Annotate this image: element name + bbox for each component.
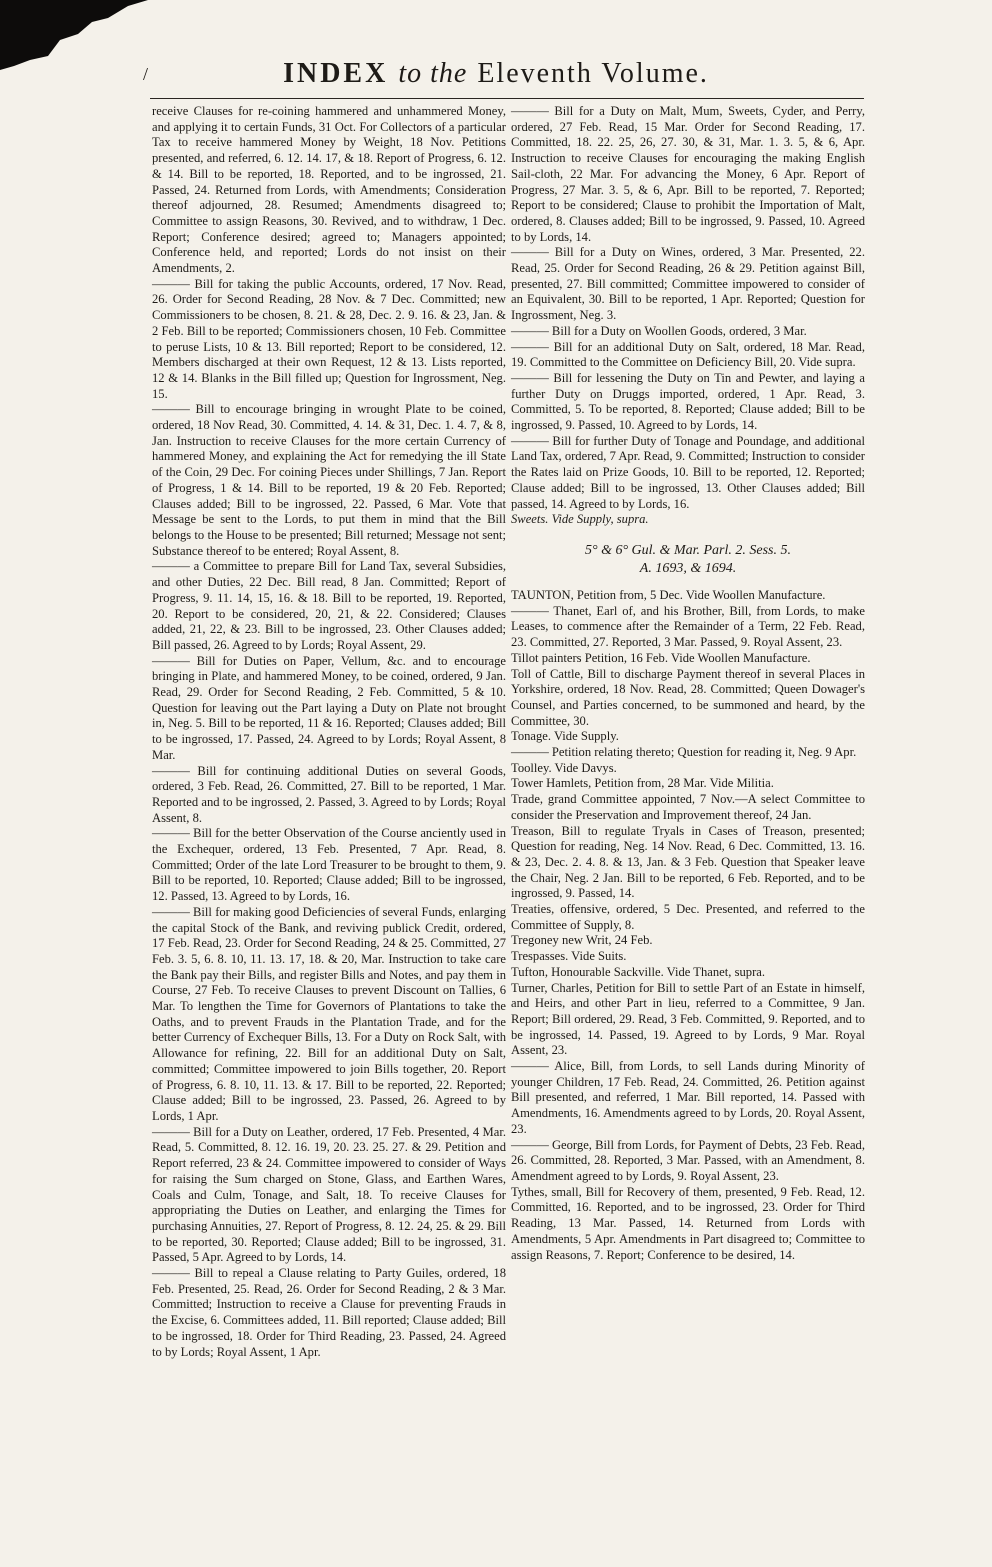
index-entry: ——— Bill for further Duty of Tonage and Poundage, and additional Land Tax, ordered, 7 Apr. Read, 9. Committed; Instruction to consider the Rates laid on Prize Goods, 10. Bill to be reported, 12. Reported; Clause added; Bill to be ingrossed, 13. Other Clauses added; Bill passed, 14. Agreed to by Lords, 16. (511, 433, 865, 511)
index-entry: Tonage. Vide Supply. (511, 729, 619, 744)
index-entry: ——— a Committee to prepare Bill for Land Tax, several Subsidies, and other Duties, 22 Dec. Bill read, 8 Jan. Committed; Report of Progress, 9. 11. 14, 15, 16. & 18. Bill to be reported, 19. Reported, 20. Report to be considered, 20, 21, & 22. Considered; Clauses added, 21, 22, & 23. Bill to be ingrossed, 23. Other Clauses added; Bill passed, 26. Agreed to by Lords; Royal Assent, 29. (152, 559, 506, 652)
index-entry: ——— Bill for a Duty on Malt, Mum, Sweets, Cyder, and Perry, ordered, 27 Feb. Read, 15 Mar. Order for Second Reading, 17. Committed, 18. 22. 25, 26, 27. 30, & 31, Mar. 1. 3. 5, & 6, Apr. Instruction to receive Clauses for encouraging the making English Sail-cloth, 22 Mar. For advancing the Money, 6 Apr. Report of Progress, 27 Mar. 3. 5, & 6, Apr. Bill to be reported, 7. Reported; Report to be considered; Clause to prohibit the Importation of Malt, ordered, 8. Clauses added; Bill to be ingrossed, 9. Passed, 10. Agreed to by Lords, 14. (511, 104, 865, 244)
index-entry: Tregoney new Writ, 24 Feb. (511, 933, 653, 948)
index-entry: ——— Bill for making good Deficiencies of several Funds, enlarging the capital Stock of the Bank, and reviving publick Credit, ordered, 17 Feb. Read, 23. Order for Second Reading, 24 & 25. Committed, 27 Feb. 3. 5, 6. 8. 10, 11. 13. 17, 18. & 20, Mar. Instruction to take care the Bank pay their Bills, and register Bills and Notes, and pay them in Course, 27 Feb. To receive Clauses to prevent Discount on Tallies, 6 Mar. To lengthen the Time for Governors of Plantations to take the Oaths, and to prevent Frauds in the Plantation Trade, and for the better Currency of Exchequer Bills, 13. For a Duty on Rock Salt, with Allowance for refining, 22. Bill for an additional Duty on Salt, committed; Committee impowered to join Bills together, 20. Report of Progress, 6. 8. 10, 11. 13. & 17. Bill to be reported, 22. Reported; Clause added; Bill to be ingrossed, 23. Passed, 26. Agreed to by Lords, 1 Apr. (152, 904, 506, 1123)
index-entry: ——— Alice, Bill, from Lords, to sell Lands during Minority of younger Children, 17 Feb. Read, 24. Committed, 26. Petition against Bill presented, and referred, 1 Mar. Bill reported, 14. Passed with Amendments, 16. Amendments agreed to by Lords, 20. Royal Assent, 23. (511, 1059, 865, 1136)
index-entry: Trespasses. Vide Suits. (511, 949, 627, 964)
session-line: 5° & 6° Gul. & Mar. Parl. 2. Sess. 5. (584, 542, 792, 558)
index-entry: Toolley. Vide Davys. (511, 760, 617, 775)
index-entry: Toll of Cattle, Bill to discharge Payment thereof in several Places in Yorkshire, ordered, 18 Nov. Read, 28. Committed; Queen Dowager's Counsel, and Parties concerned, to be summoned and heard, by the Committee, 30. (511, 666, 865, 728)
title-index: INDEX (283, 58, 389, 89)
index-entry: ——— Bill for lessening the Duty on Tin and Pewter, and laying a further Duty on Druggs imported, ordered, 1 Apr. Read, 3. Committed, 5. To be reported, 8. Reported; Clause added; Bill to be ingrossed, 9. Passed, 10. Agreed to by Lords, 14. (511, 370, 865, 433)
index-entry: ——— Thanet, Earl of, and his Brother, Bill, from Lords, to make Leases, to commence after the Remainder of a Term, 22 Feb. Read, 23. Committed, 27. Reported, 3 Mar. Passed, 9. Royal Assent, 23. (511, 603, 865, 650)
index-entry: ——— Bill to encourage bringing in wrought Plate to be coined, ordered, 18 Nov Read, 30. Committed, 4. 14. & 31, Dec. 1. 4. 7, & 8, Jan. Instruction to receive Clauses for the more certain Currency of hammered Money, and explaining the Act for remedying the ill State of the Coin, 29 Dec. For coining Pieces under Shillings, 7 Jan. Report of Progress, 1 & 14. Bill to be reported, 19 & 20 Feb. Reported; Clauses added; Bill to be ingrossed, 22. Passed, 6 Mar. Vote that Message be sent to the Lords, to put them in mind that the Bill belongs to the House to be presented; Bill returned; Message not sent; Substance thereof to be entered; Royal Assent, 8. (152, 402, 506, 558)
index-entry: Tillot painters Petition, 16 Feb. Vide Woollen Manufacture. (511, 650, 811, 665)
index-entry: TAUNTON, Petition from, 5 Dec. Vide Woollen Manufacture. (511, 587, 826, 602)
page-mark: / (143, 64, 149, 84)
index-entry: Tythes, small, Bill for Recovery of them, presented, 9 Feb. Read, 12. Committed, 16. Reported, and to be ingrossed, 23. Order for Third Reading, 13 Mar. Passed, 14. Returned from Lords with Amendments, 5 Apr. Amendments in Part disagreed to; Committee to assign Reasons, 7. Report; Conference to be desired, 14. (511, 1184, 865, 1262)
index-entry: ——— Bill for the better Observation of the Course anciently used in the Exchequer, ordered, 13 Feb. Presented, 7 Apr. Read, 8. Committed; Order of the late Lord Treasurer to be brought to them, 9. Bill to be reported, 10. Reported; Clause added; Bill to be ingrossed, 12. Passed, 13. Agreed to by Lords, 16. (152, 826, 506, 904)
index-entry: Turner, Charles, Petition for Bill to settle Part of an Estate in himself, and Heirs, and other Part in lieu, referred to a Committee, 9 Jan. Report; Bill ordered, 29. Read, 3 Feb. Committed, 9. Reported, and to be ingrossed, 14. Passed, 19. Agreed to by Lords, 9 Mar. Royal Assent, 23. (511, 980, 865, 1058)
index-entry: ——— Bill for a Duty on Leather, ordered, 17 Feb. Presented, 4 Mar. Read, 5. Committed, 8. 12. 16. 19, 20. 23. 25. 27. & 29. Petition and Report referred, 23 & 24. Committee impowered to consider of Ways for raising the Sum charged on Stone, Glass, and Earthen Wares, Coals and Culm, Tonage, and Salt, 18. To receive Clauses for appropriating the Duties on Leather, and enlarging the Times for purchasing Annuities, 27. Report of Progress, 8. 12. 24, 25. & 29. Bill to be reported, 30. Reported; Clause added; Bill to be ingrossed, 31. Passed, 5 Apr. Agreed to by Lords, 14. (152, 1124, 506, 1265)
right-column (511, 104, 865, 1263)
title-rule (150, 98, 864, 99)
index-entry: Trade, grand Committee appointed, 7 Nov.—A select Committee to consider the Preservation and Improvement thereof, 24 Jan. (511, 792, 865, 822)
index-entry: Treason, Bill to regulate Tryals in Cases of Treason, presented; Question for reading, Neg. 14 Nov. Read, 6 Dec. Committed, 13. 16. & 23, Dec. 2. 4. 8. & 13, Jan. & 3 Feb. Question that Speaker leave the Chair, Neg. 2 Jan. Bill to be reported, 6 Feb. Reported, and to be ingrossed, 9. Passed, 14. (511, 823, 865, 901)
index-entry: Tufton, Honourable Sackville. Vide Thanet, supra. (511, 964, 765, 979)
index-entry: ——— Bill to repeal a Clause relating to Party Guiles, ordered, 18 Feb. Presented, 25. Read, 26. Order for Second Reading, 2 & 3 Mar. Committed; Instruction to receive a Clause for preventing Frauds in the Excise, 6. Committees added, 11. Bill reported; Clause added; Bill to be ingrossed, 18. Order for Third Reading, 23. Passed, 24. Agreed to by Lords; Royal Assent, 1 Apr. (152, 1266, 506, 1359)
index-entry: ——— Petition relating thereto; Question for reading it, Neg. 9 Apr. (511, 745, 857, 760)
index-entry: ——— Bill for a Duty on Woollen Goods, ordered, 3 Mar. (511, 323, 807, 338)
left-column (152, 104, 506, 1360)
index-entry: ——— Bill for continuing additional Duties on several Goods, ordered, 3 Feb. Read, 26. Committed, 27. Bill to be reported, 1 Mar. Reported and to be ingrossed, 2. Passed, 3. Agreed to by Lords; Royal Assent, 8. (152, 763, 506, 825)
session-year: A. 1693, & 1694. (639, 560, 737, 576)
index-entry: ——— George, Bill from Lords, for Payment of Debts, 23 Feb. Read, 26. Committed, 28. Reported, 3 Mar. Passed, with an Amendment, 8. Amendment agreed to by Lords, 9. Royal Assent, 23. (511, 1137, 865, 1183)
index-entry: ——— Bill for an additional Duty on Salt, ordered, 18 Mar. Read, 19. Committed to the Committee on Deficiency Bill, 20. Vide supra. (511, 339, 865, 370)
index-entry: Treaties, offensive, ordered, 5 Dec. Presented, and referred to the Committee of Supply, 8. (511, 902, 865, 932)
index-entry: ——— Bill for taking the public Accounts, ordered, 17 Nov. Read, 26. Order for Second Reading, 28 Nov. & 7 Dec. Committed; new Commissioners to be chosen, 8. 21. & 28, Dec. 2. 9. 16. & 23, Jan. & 2 Feb. Bill to be reported; Commissioners chosen, 10 Feb. Committee to peruse Lists, 10 & 13. Bill reported; Report to be considered, 12. Members discharged at their own Request, 12 & 13. Lists reported, 12 & 14. Blanks in the Bill filled up; Question for Ingrossment, Neg. 15. (152, 276, 506, 401)
index-entry: Tower Hamlets, Petition from, 28 Mar. Vide Militia. (511, 776, 774, 791)
index-entry: receive Clauses for re-coining hammered and unhammered Money, and applying it to certain Funds, 31 Oct. For Collectors of a particular Tax to receive hammered Money by Weight, 18 Nov. Petitions presented, and referred, 6. 12. 14. 17, & 18. Report of Progress, 6. 12. & 14. Bill to be reported, 18. Reported, and to be ingrossed, 21. Passed, 24. Returned from Lords, with Amendments; Consideration thereof adjourned, 28. Resumed; Amendments disagreed to; Committee to assign Reasons, 30. Revived, and to withdraw, 1 Dec. Report; Conference desired; agreed to; Managers appointed; Conference held, and reported; Lords do not insist on their Amendments, 2. (152, 104, 506, 276)
page-title (0, 58, 992, 90)
index-entry: ——— Bill for a Duty on Wines, ordered, 3 Mar. Presented, 22. Read, 25. Order for Second Reading, 26 & 29. Petition against Bill, presented, 27. Bill committed; Committee impowered to consider of an Equivalent, 30. Bill to be reported, 1 Apr. Reported; Question for Ingrossment, Neg. 3. (511, 245, 865, 323)
index-entry: Sweets. Vide Supply, supra. (511, 512, 649, 527)
title-volume: Eleventh Volume. (477, 58, 709, 89)
title-to-the: to the (398, 58, 468, 89)
index-entry: ——— Bill for Duties on Paper, Vellum, &c. and to encourage bringing in Plate, and hammered Money, to be coined, ordered, 9 Jan. Read, 29. Order for Second Reading, 2 Feb. Committed, 5 & 10. Question for leaving out the Part laying a Duty on Plate not brought in, Neg. 5. Bill to be reported, 11 & 16. Reported; Clauses added; Bill to be ingrossed, 17. Passed, 24. Agreed to by Lords; Royal Assent, 8 Mar. (152, 653, 506, 762)
session-heading (511, 542, 865, 578)
